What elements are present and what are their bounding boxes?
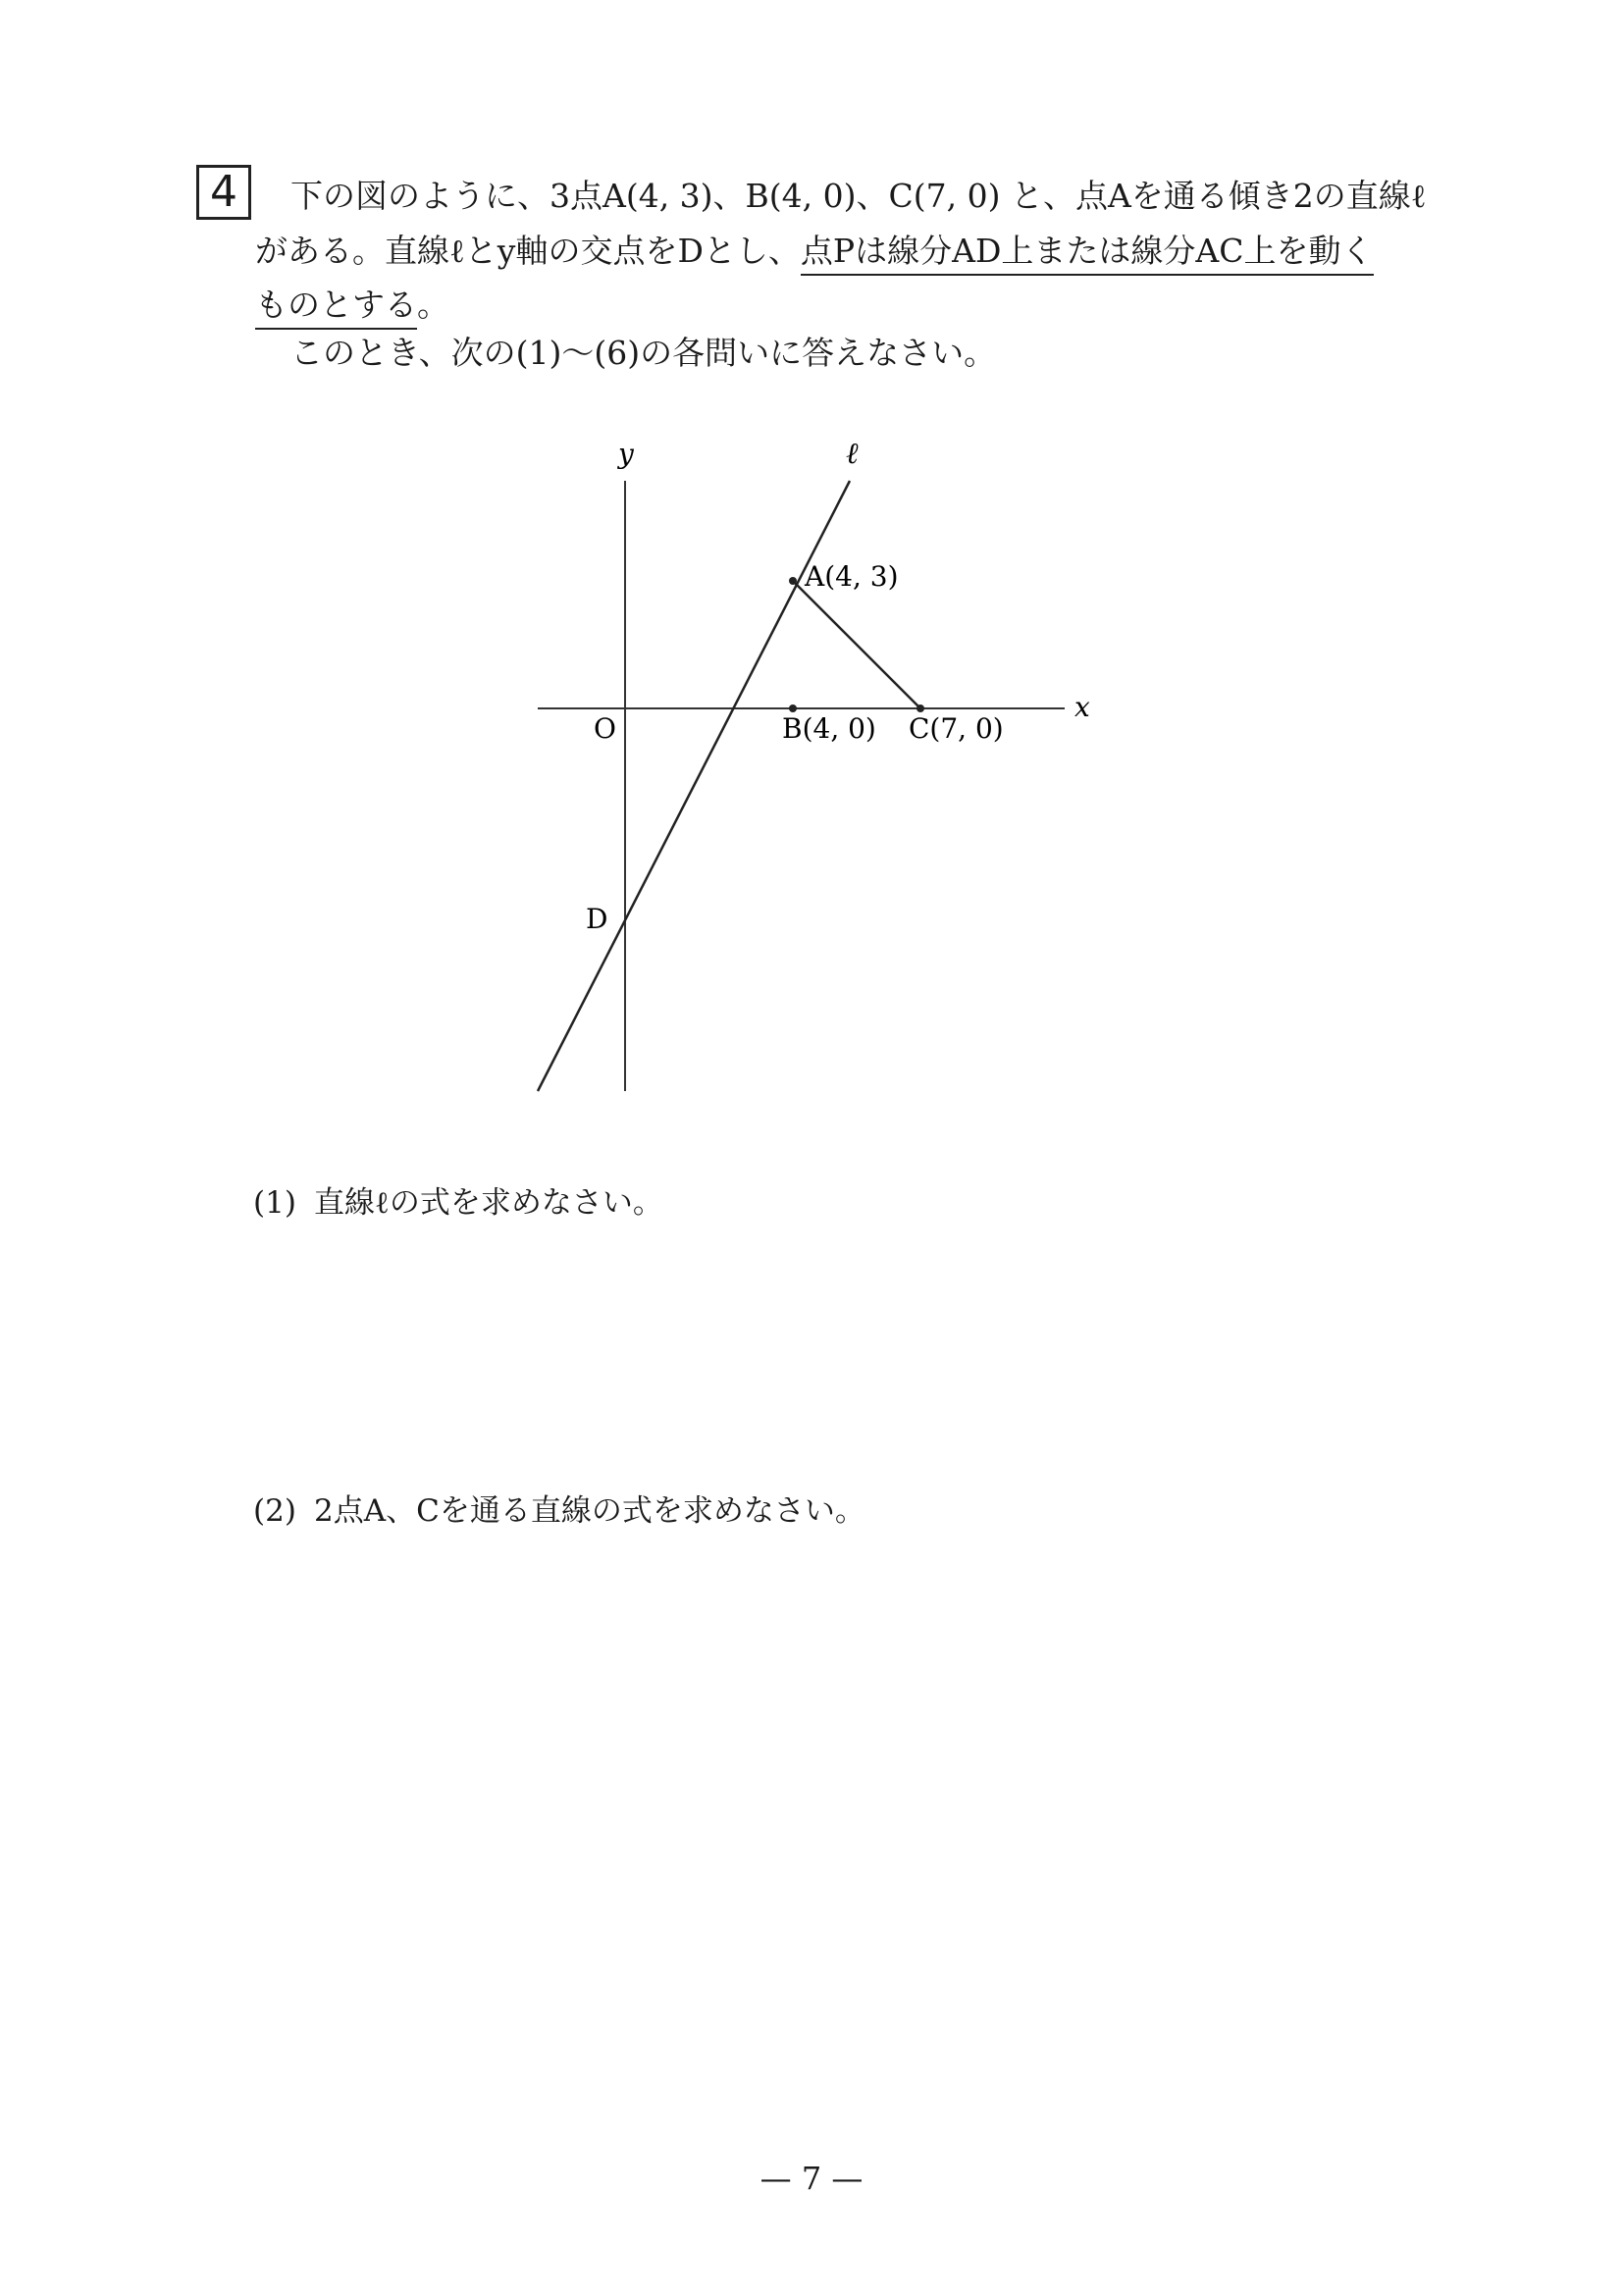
problem-text-line-2-plain: がある。直線ℓとy軸の交点をDとし、 <box>255 232 801 270</box>
coordinate-figure <box>0 0 1623 1138</box>
page-number: — 7 — <box>759 2160 864 2197</box>
problem-text-line-1: 下の図のように、3点A(4, 3)、B(4, 0)、C(7, 0) と、点Aを通る傾き2の直線ℓ <box>290 177 1427 215</box>
line-l-label: ℓ <box>846 437 859 471</box>
origin-label: O <box>594 712 616 745</box>
question-1-text: 直線ℓの式を求めなさい。 <box>314 1185 663 1221</box>
y-axis-label: y <box>618 438 634 470</box>
question-2-number: (2) <box>253 1493 296 1529</box>
point-B-label: B(4, 0) <box>782 712 876 745</box>
point-B <box>789 704 797 712</box>
point-C <box>916 704 924 712</box>
problem-text-line-2-underlined: 点Pは線分AD上または線分AC上を動く <box>801 232 1374 276</box>
problem-instruction: このとき、次の(1)〜(6)の各問いに答えなさい。 <box>290 334 997 372</box>
problem-number: 4 <box>210 167 237 217</box>
line-l <box>538 481 850 1091</box>
question-2-text: 2点A、Cを通る直線の式を求めなさい。 <box>314 1493 865 1529</box>
segment-AC <box>793 581 920 708</box>
point-A <box>789 577 797 585</box>
question-2 <box>253 1491 865 1531</box>
problem-text-line-3-tail: 。 <box>417 286 449 324</box>
question-1-number: (1) <box>253 1185 296 1221</box>
point-C-label: C(7, 0) <box>909 712 1004 745</box>
point-A-label: A(4, 3) <box>805 560 899 593</box>
problem-text-line-3-underlined: ものとする <box>255 286 417 330</box>
point-D-label: D <box>586 903 608 935</box>
question-1 <box>253 1183 663 1223</box>
x-axis-label: x <box>1074 691 1090 723</box>
